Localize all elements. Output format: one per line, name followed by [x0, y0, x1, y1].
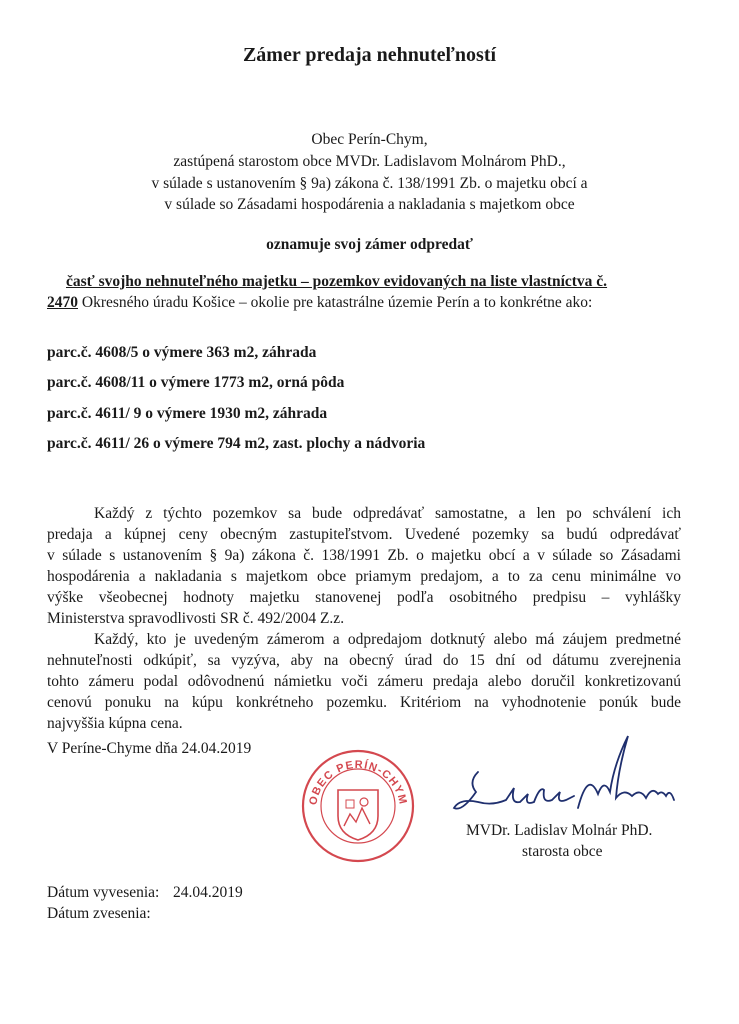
legal-basis-line-2: v súlade so Zásadami hospodárenia a nakladania s majetkom obce — [164, 196, 575, 213]
stamp-text: OBEC PERÍN-CHYM — [307, 758, 409, 807]
ownership-sheet-number: 2470 — [47, 294, 78, 311]
svg-text:OBEC PERÍN-CHYM — [307, 759, 409, 807]
signer-role: starosta obce — [522, 843, 603, 860]
parcel-item: parc.č. 4611/ 26 o výmere 794 m2, zast. plochy a nádvoria — [47, 435, 426, 452]
paragraph-line: výške všeobecnej hodnoty majetku stanovenej podľa osobitného predpisu – vyhlášky — [47, 589, 681, 606]
property-description-line2 — [47, 294, 592, 312]
legal-basis-line: v súlade s ustanovením § 9a) zákona č. 138/1991 Zb. o majetku obcí a — [151, 175, 588, 192]
announcement-heading: oznamuje svoj zámer odpredať — [266, 236, 473, 253]
official-stamp-icon — [300, 748, 416, 864]
signature-icon — [448, 730, 688, 830]
posted-date-label: Dátum vyvesenia: — [47, 884, 160, 901]
paragraph-line: tohto zámeru podal odôvodnenú námietku voči zámeru predaja alebo doručil konkretizovanú — [47, 673, 681, 690]
paragraph-line: hospodárenia a nakladania s majetkom obce priamym predajom, a to za cenu minimálne vo — [47, 568, 681, 585]
paragraph-line: v súlade s ustanovením § 9a) zákona č. 138/1991 Zb. o majetku obcí a v súlade so Zásadami — [47, 547, 681, 564]
parcel-item: parc.č. 4611/ 9 o výmere 1930 m2, záhrada — [47, 405, 328, 422]
paragraph-line: cenovú ponuku na kúpu konkrétneho pozemku. Kritériom na vyhodnotenie ponúk bude — [47, 694, 681, 711]
paragraph-line: Každý z týchto pozemkov sa bude odpredávať samostatne, a len po schválení ich — [94, 505, 681, 522]
paragraph-line: najvyššia kúpna cena. — [47, 715, 183, 732]
property-description-rest: Okresného úradu Košice – okolie pre katastrálne územie Perín a to konkrétne ako: — [78, 294, 593, 311]
paragraph-line: Každý, kto je uvedeným zámerom a odpredajom dotknutý alebo má záujem predmetné — [94, 631, 681, 648]
property-description-line1: časť svojho nehnuteľného majetku – pozemkov evidovaných na liste vlastníctva č. — [66, 273, 608, 290]
signer-name: MVDr. Ladislav Molnár PhD. — [466, 822, 653, 839]
document-title: Zámer predaja nehnuteľností — [242, 44, 497, 66]
paragraph-line: predaja a kúpnej ceny obecným zastupiteľstvom. Uvedené pozemky sa budú odpredávať — [47, 526, 681, 543]
represented-by: zastúpená starostom obce MVDr. Ladislavom Molnárom PhD., — [173, 153, 566, 170]
sale-conditions-paragraph — [47, 503, 681, 629]
place-and-date: V Períne-Chyme dňa 24.04.2019 — [47, 740, 252, 757]
posted-date-value: 24.04.2019 — [173, 884, 243, 901]
paragraph-line: nehnuteľnosti odkúpiť, sa vyzýva, aby na obecný úrad do 15 dní od dátumu zverejnenia — [47, 652, 681, 669]
parcel-item: parc.č. 4608/5 o výmere 363 m2, záhrada — [47, 344, 317, 361]
removed-date-label: Dátum zvesenia: — [47, 905, 151, 922]
paragraph-line: Ministerstva spravodlivosti SR č. 492/2004 Z.z. — [47, 610, 345, 627]
objection-paragraph — [47, 629, 681, 734]
municipality-name: Obec Perín-Chym, — [311, 131, 428, 148]
parcel-item: parc.č. 4608/11 o výmere 1773 m2, orná pôda — [47, 374, 345, 391]
